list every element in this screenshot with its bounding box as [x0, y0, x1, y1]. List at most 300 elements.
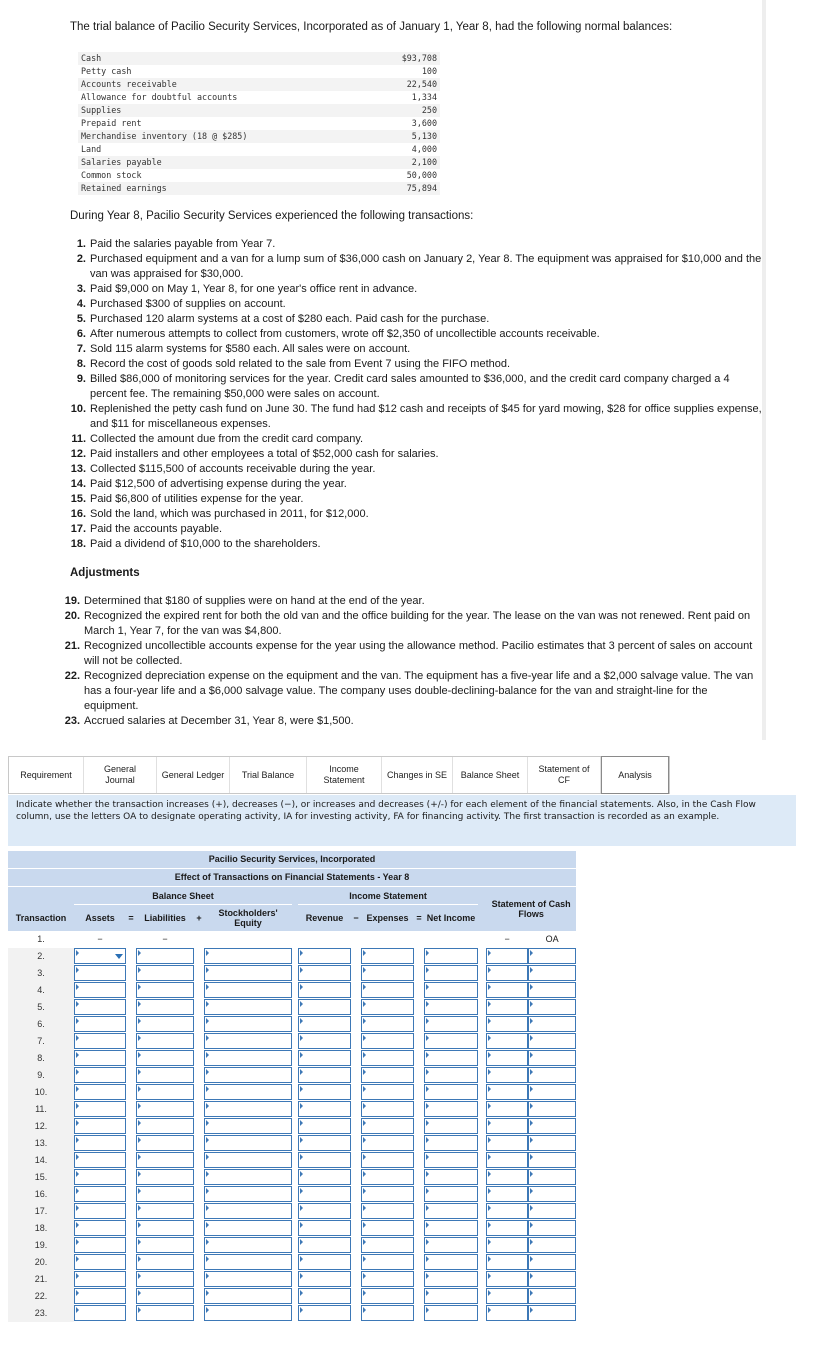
table-row: [8, 1203, 576, 1220]
stockholders-equity-input[interactable]: [204, 1305, 292, 1321]
item-number: 9.: [76, 373, 86, 385]
revenue-input[interactable]: [298, 1186, 351, 1202]
item-number: 23.: [64, 715, 80, 727]
stockholders-equity-input[interactable]: [204, 1016, 292, 1032]
trial-balance-row: [78, 156, 440, 169]
example-expenses: [361, 931, 414, 948]
item-number: 15.: [70, 493, 86, 505]
revenue-input[interactable]: [298, 1050, 351, 1066]
expenses-input[interactable]: [361, 1203, 414, 1219]
cash-flow-sign-input[interactable]: [486, 1220, 528, 1236]
account-name: Common stock: [81, 170, 142, 180]
revenue-input[interactable]: [298, 1237, 351, 1253]
liabilities-input[interactable]: [136, 1050, 194, 1066]
trial-balance-row: [78, 52, 440, 65]
item-text: Purchased 120 alarm systems at a cost of $280 each. Paid cash for the purchase.: [90, 313, 490, 325]
cash-flow-sign-input[interactable]: [486, 1254, 528, 1270]
item-text: Record the cost of goods sold related to the sale from Event 7 using the FIFO method.: [90, 358, 511, 370]
cash-flow-activity-input[interactable]: [528, 1067, 576, 1083]
net-income-input[interactable]: [424, 982, 478, 998]
assets-input[interactable]: [74, 1220, 126, 1236]
table-row: [8, 1101, 576, 1118]
revenue-input[interactable]: [298, 1101, 351, 1117]
expenses-input[interactable]: [361, 965, 414, 981]
cash-flow-activity-input[interactable]: [528, 982, 576, 998]
stockholders-equity-input[interactable]: [204, 999, 292, 1015]
assets-input[interactable]: [74, 1016, 126, 1032]
revenue-input[interactable]: [298, 948, 351, 964]
example-se: [204, 931, 292, 948]
trial-balance-row: [78, 143, 440, 156]
assets-input[interactable]: [74, 1050, 126, 1066]
cash-flow-sign-input[interactable]: [486, 1101, 528, 1117]
revenue-input[interactable]: [298, 1271, 351, 1287]
trial-balance-row: [78, 91, 440, 104]
assets-input[interactable]: [74, 999, 126, 1015]
item-number: 10.: [70, 403, 86, 415]
transactions-list: [66, 237, 766, 552]
cash-flow-activity-input[interactable]: [528, 1254, 576, 1270]
row-number: 7.: [8, 1033, 74, 1050]
expenses-input[interactable]: [361, 1271, 414, 1287]
tab-statement-of-cf[interactable]: Statement of CF: [528, 757, 601, 793]
revenue-input[interactable]: [298, 1288, 351, 1304]
liabilities-input[interactable]: [136, 1203, 194, 1219]
item-text: Determined that $180 of supplies were on hand at the end of the year.: [84, 595, 425, 607]
revenue-input[interactable]: [298, 1033, 351, 1049]
liabilities-input[interactable]: [136, 1305, 194, 1321]
row-number: 18.: [8, 1220, 74, 1237]
cash-flow-sign-input[interactable]: [486, 1016, 528, 1032]
stockholders-equity-input[interactable]: [204, 965, 292, 981]
item-number: 4.: [76, 298, 86, 310]
item-text: Paid $6,800 of utilities expense for the year.: [90, 493, 304, 505]
expenses-input[interactable]: [361, 1288, 414, 1304]
liabilities-input[interactable]: [136, 1135, 194, 1151]
table-row: [8, 982, 576, 999]
revenue-input[interactable]: [298, 1118, 351, 1134]
op-equals-2: =: [414, 905, 424, 931]
revenue-input[interactable]: [298, 1135, 351, 1151]
cash-flow-sign-input[interactable]: [486, 1152, 528, 1168]
list-item: [66, 297, 766, 312]
cash-flow-sign-input[interactable]: [486, 1186, 528, 1202]
stockholders-equity-input[interactable]: [204, 1033, 292, 1049]
assets-input[interactable]: [74, 1254, 126, 1270]
cash-flow-sign-input[interactable]: [486, 965, 528, 981]
row-number: 16.: [8, 1186, 74, 1203]
cash-flow-sign-input[interactable]: [486, 1271, 528, 1287]
example-cf-activity: OA: [528, 931, 576, 948]
header-income-statement: Income Statement: [298, 887, 478, 905]
cash-flow-activity-input[interactable]: [528, 1220, 576, 1236]
col-revenue: Revenue: [298, 905, 351, 931]
liabilities-input[interactable]: [136, 1254, 194, 1270]
assets-input[interactable]: [74, 1118, 126, 1134]
revenue-input[interactable]: [298, 1305, 351, 1321]
expenses-input[interactable]: [361, 999, 414, 1015]
account-name: Merchandise inventory (18 @ $285): [81, 131, 248, 141]
item-number: 16.: [70, 508, 86, 520]
op-minus: −: [351, 905, 361, 931]
table-row: [8, 1118, 576, 1135]
col-expenses: Expenses: [361, 905, 414, 931]
item-text: Paid $12,500 of advertising expense during the year.: [90, 478, 347, 490]
net-income-input[interactable]: [424, 1237, 478, 1253]
net-income-input[interactable]: [424, 1084, 478, 1100]
account-name: Petty cash: [81, 66, 132, 76]
list-item: [66, 402, 766, 432]
expenses-input[interactable]: [361, 1254, 414, 1270]
cash-flow-sign-input[interactable]: [486, 999, 528, 1015]
row-number: 14.: [8, 1152, 74, 1169]
stockholders-equity-input[interactable]: [204, 948, 292, 964]
item-number: 18.: [70, 538, 86, 550]
item-number: 5.: [76, 313, 86, 325]
expenses-input[interactable]: [361, 1067, 414, 1083]
cash-flow-sign-input[interactable]: [486, 1033, 528, 1049]
list-item: [66, 252, 766, 282]
account-name: Salaries payable: [81, 157, 162, 167]
row-number: 8.: [8, 1050, 74, 1067]
table-row: [8, 1254, 576, 1271]
account-name: Prepaid rent: [81, 118, 142, 128]
trial-balance-row: [78, 117, 440, 130]
liabilities-input[interactable]: [136, 982, 194, 998]
cash-flow-sign-input[interactable]: [486, 982, 528, 998]
stockholders-equity-input[interactable]: [204, 1254, 292, 1270]
assets-input[interactable]: [74, 1084, 126, 1100]
cash-flow-activity-input[interactable]: [528, 1084, 576, 1100]
item-text: Collected the amount due from the credit card company.: [90, 433, 364, 445]
expenses-input[interactable]: [361, 1101, 414, 1117]
assets-input[interactable]: [74, 982, 126, 998]
stockholders-equity-input[interactable]: [204, 1288, 292, 1304]
item-text: Collected $115,500 of accounts receivable during the year.: [90, 463, 376, 475]
table-row: [8, 1016, 576, 1033]
item-text: Sold 115 alarm systems for $580 each. All sales were on account.: [90, 343, 411, 355]
revenue-input[interactable]: [298, 982, 351, 998]
assets-input[interactable]: [74, 1169, 126, 1185]
stockholders-equity-input[interactable]: [204, 1135, 292, 1151]
liabilities-input[interactable]: [136, 1152, 194, 1168]
net-income-input[interactable]: [424, 1169, 478, 1185]
liabilities-input[interactable]: [136, 948, 194, 964]
cash-flow-activity-input[interactable]: [528, 1237, 576, 1253]
liabilities-input[interactable]: [136, 1237, 194, 1253]
row-number: 17.: [8, 1203, 74, 1220]
cash-flow-activity-input[interactable]: [528, 1118, 576, 1134]
example-liabilities: −: [136, 931, 194, 948]
cash-flow-activity-input[interactable]: [528, 948, 576, 964]
cash-flow-activity-input[interactable]: [528, 1169, 576, 1185]
assets-input[interactable]: [74, 1305, 126, 1321]
table-row: [8, 1084, 576, 1101]
account-amount: 1,334: [411, 92, 437, 102]
cash-flow-activity-input[interactable]: [528, 1271, 576, 1287]
effects-grid: [8, 851, 576, 1322]
expenses-input[interactable]: [361, 1169, 414, 1185]
assets-input[interactable]: [74, 1101, 126, 1117]
revenue-input[interactable]: [298, 1152, 351, 1168]
item-number: 12.: [70, 448, 86, 460]
cash-flow-sign-input[interactable]: [486, 1084, 528, 1100]
cash-flow-sign-input[interactable]: [486, 1237, 528, 1253]
trial-balance-row: [78, 169, 440, 182]
net-income-input[interactable]: [424, 1135, 478, 1151]
assets-input[interactable]: [74, 1067, 126, 1083]
expenses-input[interactable]: [361, 982, 414, 998]
trial-balance-row: [78, 104, 440, 117]
item-number: 8.: [76, 358, 86, 370]
item-number: 2.: [76, 253, 86, 265]
tab-balance-sheet[interactable]: Balance Sheet: [453, 757, 528, 793]
list-item: [66, 432, 766, 447]
list-item: [66, 282, 766, 297]
net-income-input[interactable]: [424, 1254, 478, 1270]
net-income-input[interactable]: [424, 1033, 478, 1049]
revenue-input[interactable]: [298, 1220, 351, 1236]
item-number: 19.: [64, 595, 80, 607]
list-item: [66, 327, 766, 342]
item-text: Paid a dividend of $10,000 to the shareholders.: [90, 538, 321, 550]
cash-flow-activity-input[interactable]: [528, 1186, 576, 1202]
net-income-input[interactable]: [424, 1220, 478, 1236]
item-number: 3.: [76, 283, 86, 295]
tab-general-journal[interactable]: General Journal: [84, 757, 157, 793]
expenses-input[interactable]: [361, 1186, 414, 1202]
item-text: Paid the salaries payable from Year 7.: [90, 238, 276, 250]
table-row: [8, 1271, 576, 1288]
net-income-input[interactable]: [424, 965, 478, 981]
cash-flow-sign-input[interactable]: [486, 1169, 528, 1185]
net-income-input[interactable]: [424, 1305, 478, 1321]
assets-input[interactable]: [74, 1152, 126, 1168]
cash-flow-activity-input[interactable]: [528, 1050, 576, 1066]
stockholders-equity-input[interactable]: [204, 1050, 292, 1066]
liabilities-input[interactable]: [136, 1084, 194, 1100]
cash-flow-activity-input[interactable]: [528, 1203, 576, 1219]
stockholders-equity-input[interactable]: [204, 1203, 292, 1219]
expenses-input[interactable]: [361, 1135, 414, 1151]
stockholders-equity-input[interactable]: [204, 1118, 292, 1134]
stockholders-equity-input[interactable]: [204, 1220, 292, 1236]
net-income-input[interactable]: [424, 1050, 478, 1066]
expenses-input[interactable]: [361, 1033, 414, 1049]
row-number: 4.: [8, 982, 74, 999]
liabilities-input[interactable]: [136, 1033, 194, 1049]
trial-balance-row: [78, 182, 440, 195]
net-income-input[interactable]: [424, 1118, 478, 1134]
account-amount: $93,708: [401, 53, 437, 63]
liabilities-input[interactable]: [136, 1101, 194, 1117]
item-number: 6.: [76, 328, 86, 340]
stockholders-equity-input[interactable]: [204, 1152, 292, 1168]
list-item: [60, 669, 762, 714]
tab-trial-balance[interactable]: Trial Balance: [230, 757, 307, 793]
expenses-input[interactable]: [361, 1220, 414, 1236]
list-item: [60, 609, 762, 639]
account-name: Supplies: [81, 105, 122, 115]
account-amount: 75,894: [406, 183, 437, 193]
cash-flow-activity-input[interactable]: [528, 1033, 576, 1049]
cash-flow-sign-input[interactable]: [486, 1067, 528, 1083]
row-number: 20.: [8, 1254, 74, 1271]
liabilities-input[interactable]: [136, 1169, 194, 1185]
tab-general-ledger[interactable]: General Ledger: [157, 757, 230, 793]
list-item: [66, 537, 766, 552]
net-income-input[interactable]: [424, 1271, 478, 1287]
list-item: [66, 237, 766, 252]
stockholders-equity-input[interactable]: [204, 1237, 292, 1253]
row-number: 2.: [8, 948, 74, 965]
table-row: [8, 1033, 576, 1050]
item-number: 21.: [64, 640, 80, 652]
revenue-input[interactable]: [298, 1169, 351, 1185]
cash-flow-activity-input[interactable]: [528, 1152, 576, 1168]
cash-flow-sign-input[interactable]: [486, 948, 528, 964]
grid-company: Pacilio Security Services, Incorporated: [8, 851, 576, 869]
revenue-input[interactable]: [298, 1084, 351, 1100]
stockholders-equity-input[interactable]: [204, 982, 292, 998]
item-text: Purchased equipment and a van for a lump sum of $36,000 cash on January 2, Year 8. The equipment was appraised for $10,000 and the van was appraised for $30,000.: [90, 253, 762, 280]
expenses-input[interactable]: [361, 1016, 414, 1032]
assets-input[interactable]: [74, 1271, 126, 1287]
account-amount: 4,000: [411, 144, 437, 154]
liabilities-input[interactable]: [136, 1186, 194, 1202]
table-row: [8, 1220, 576, 1237]
tab-income-statement[interactable]: Income Statement: [307, 757, 382, 793]
cash-flow-activity-input[interactable]: [528, 1305, 576, 1321]
list-item: [66, 507, 766, 522]
cash-flow-sign-input[interactable]: [486, 1050, 528, 1066]
item-text: Paid $9,000 on May 1, Year 8, for one year's office rent in advance.: [90, 283, 418, 295]
revenue-input[interactable]: [298, 999, 351, 1015]
table-row: [8, 1050, 576, 1067]
tab-changes-in-se[interactable]: Changes in SE: [382, 757, 453, 793]
expenses-input[interactable]: [361, 1118, 414, 1134]
trial-balance-row: [78, 65, 440, 78]
liabilities-input[interactable]: [136, 1271, 194, 1287]
stockholders-equity-input[interactable]: [204, 1186, 292, 1202]
assets-input[interactable]: [74, 1237, 126, 1253]
cash-flow-sign-input[interactable]: [486, 1305, 528, 1321]
net-income-input[interactable]: [424, 1288, 478, 1304]
stockholders-equity-input[interactable]: [204, 1169, 292, 1185]
stockholders-equity-input[interactable]: [204, 1067, 292, 1083]
assets-input[interactable]: [74, 1033, 126, 1049]
item-number: 13.: [70, 463, 86, 475]
liabilities-input[interactable]: [136, 1118, 194, 1134]
liabilities-input[interactable]: [136, 965, 194, 981]
revenue-input[interactable]: [298, 1067, 351, 1083]
row-number: 12.: [8, 1118, 74, 1135]
item-number: 20.: [64, 610, 80, 622]
account-name: Cash: [81, 53, 102, 63]
revenue-input[interactable]: [298, 1254, 351, 1270]
tab-analysis[interactable]: Analysis: [601, 756, 669, 794]
cash-flow-activity-input[interactable]: [528, 1016, 576, 1032]
assets-input[interactable]: [74, 1203, 126, 1219]
list-item: [66, 492, 766, 507]
expenses-input[interactable]: [361, 1084, 414, 1100]
net-income-input[interactable]: [424, 999, 478, 1015]
revenue-input[interactable]: [298, 965, 351, 981]
row-number: 15.: [8, 1169, 74, 1186]
header-cash-flows: Statement of Cash Flows: [486, 887, 576, 931]
net-income-input[interactable]: [424, 1067, 478, 1083]
assets-input[interactable]: [74, 1135, 126, 1151]
item-number: 17.: [70, 523, 86, 535]
liabilities-input[interactable]: [136, 1016, 194, 1032]
table-row: [8, 1186, 576, 1203]
expenses-input[interactable]: [361, 1050, 414, 1066]
cash-flow-sign-input[interactable]: [486, 1203, 528, 1219]
stockholders-equity-input[interactable]: [204, 1084, 292, 1100]
tab-requirement[interactable]: Requirement: [9, 757, 84, 793]
row-number: 19.: [8, 1237, 74, 1254]
list-item: [60, 594, 762, 609]
cash-flow-activity-input[interactable]: [528, 999, 576, 1015]
liabilities-input[interactable]: [136, 1067, 194, 1083]
net-income-input[interactable]: [424, 1016, 478, 1032]
expenses-input[interactable]: [361, 1237, 414, 1253]
cash-flow-activity-input[interactable]: [528, 965, 576, 981]
op-equals: =: [126, 905, 136, 931]
list-item: [66, 522, 766, 537]
cash-flow-sign-input[interactable]: [486, 1288, 528, 1304]
expenses-input[interactable]: [361, 1152, 414, 1168]
cash-flow-sign-input[interactable]: [486, 1118, 528, 1134]
trial-balance-row: [78, 130, 440, 143]
net-income-input[interactable]: [424, 1186, 478, 1202]
item-text: Recognized the expired rent for both the old van and the office building for the year. The lease on the van was not renewed. Rent paid on March 1, Year 7, for the van was $4,800.: [84, 610, 751, 637]
trial-balance-row: [78, 78, 440, 91]
stockholders-equity-input[interactable]: [204, 1271, 292, 1287]
expenses-input[interactable]: [361, 948, 414, 964]
item-text: Paid installers and other employees a total of $52,000 cash for salaries.: [90, 448, 439, 460]
stockholders-equity-input[interactable]: [204, 1101, 292, 1117]
cash-flow-sign-input[interactable]: [486, 1135, 528, 1151]
account-amount: 5,130: [411, 131, 437, 141]
col-assets: Assets: [74, 905, 126, 931]
liabilities-input[interactable]: [136, 1220, 194, 1236]
net-income-input[interactable]: [424, 948, 478, 964]
cash-flow-activity-input[interactable]: [528, 1135, 576, 1151]
table-row: [8, 965, 576, 982]
cash-flow-activity-input[interactable]: [528, 1101, 576, 1117]
net-income-input[interactable]: [424, 1152, 478, 1168]
account-name: Land: [81, 144, 102, 154]
net-income-input[interactable]: [424, 1101, 478, 1117]
op-plus: +: [194, 905, 204, 931]
item-text: Accrued salaries at December 31, Year 8, were $1,500.: [84, 715, 354, 727]
cash-flow-activity-input[interactable]: [528, 1288, 576, 1304]
revenue-input[interactable]: [298, 1203, 351, 1219]
assets-input[interactable]: [74, 965, 126, 981]
assets-input[interactable]: [74, 948, 126, 964]
item-number: 7.: [76, 343, 86, 355]
net-income-input[interactable]: [424, 1203, 478, 1219]
expenses-input[interactable]: [361, 1305, 414, 1321]
liabilities-input[interactable]: [136, 1288, 194, 1304]
liabilities-input[interactable]: [136, 999, 194, 1015]
item-text: Paid the accounts payable.: [90, 523, 223, 535]
assets-input[interactable]: [74, 1186, 126, 1202]
revenue-input[interactable]: [298, 1016, 351, 1032]
assets-input[interactable]: [74, 1288, 126, 1304]
account-name: Allowance for doubtful accounts: [81, 92, 238, 102]
